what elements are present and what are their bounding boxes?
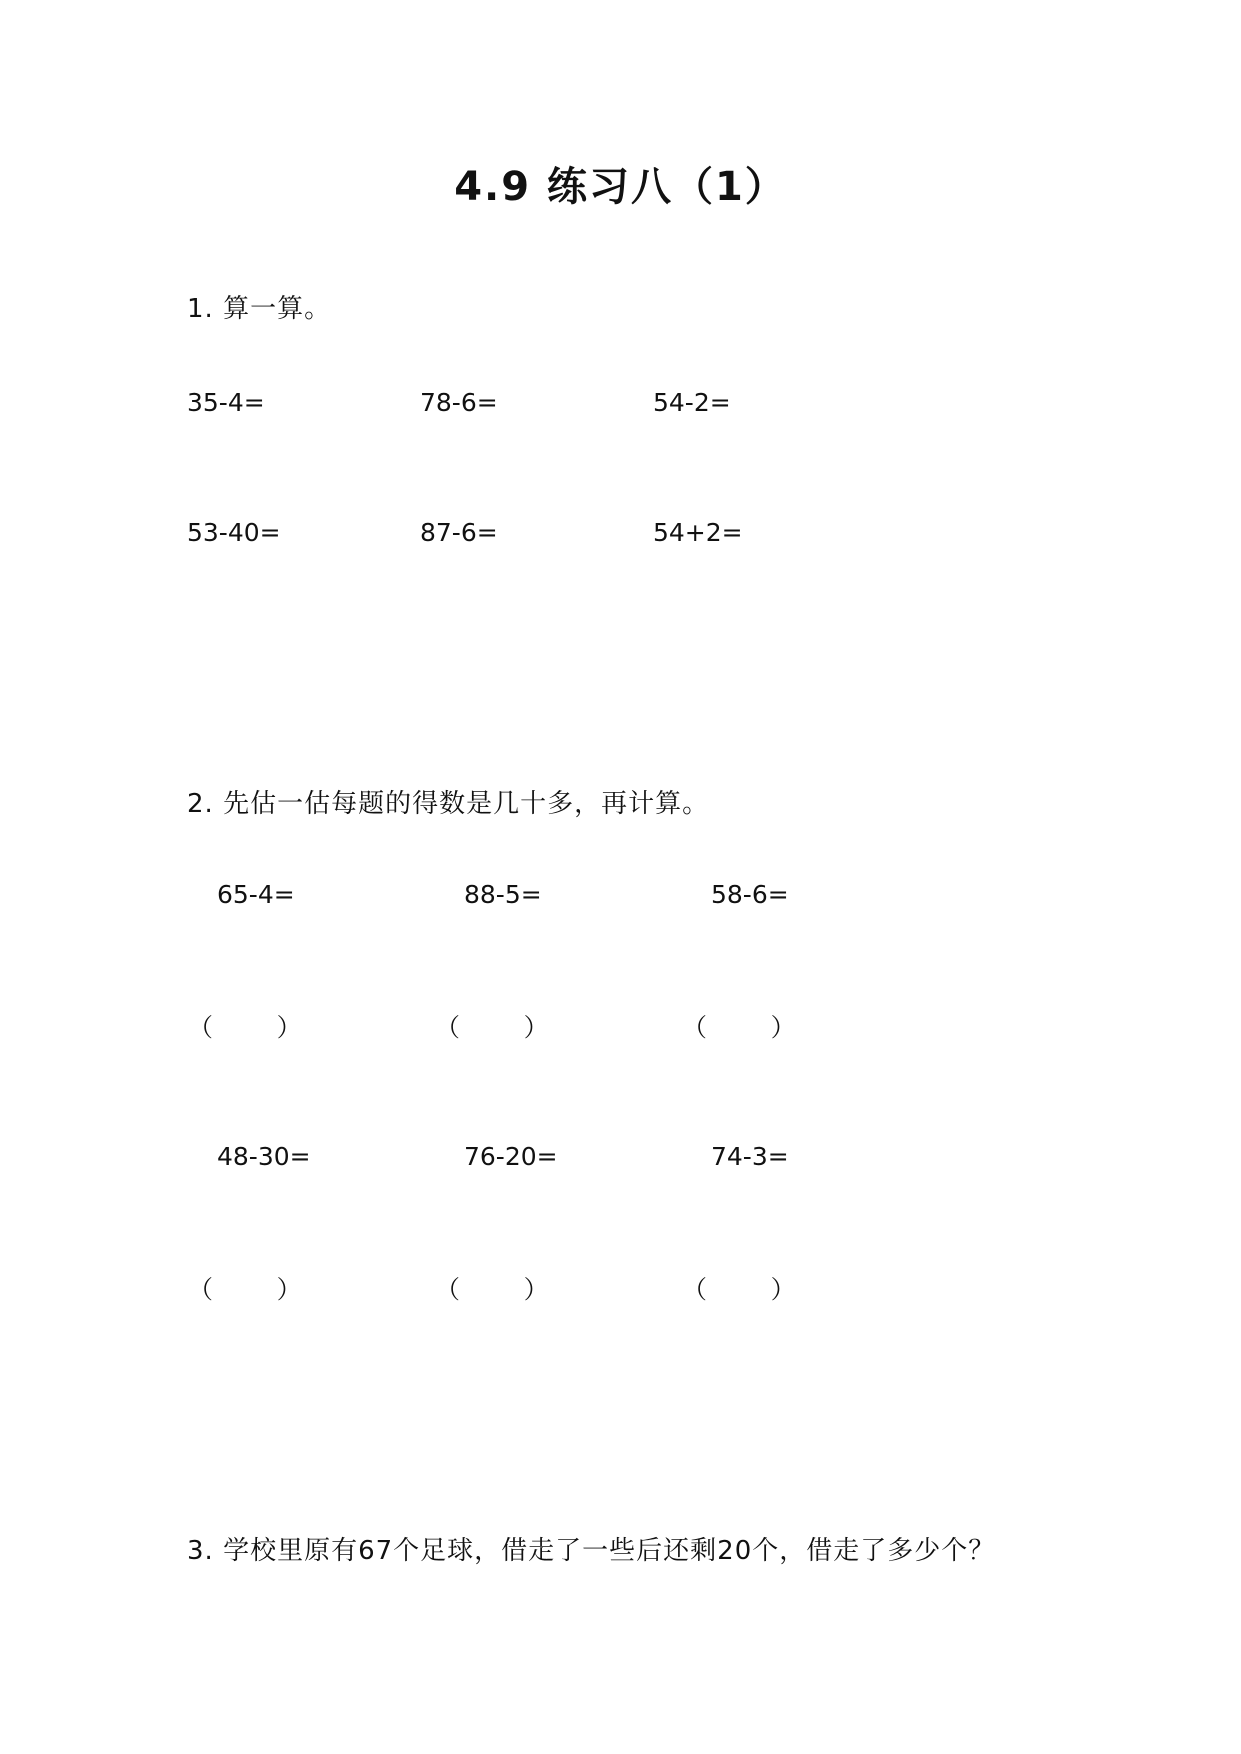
- estimate-answer-blank[interactable]: （ ）: [435, 1275, 549, 1304]
- q1-expression: 53-40=: [187, 518, 281, 547]
- page-title: 4.9 练习八（1）: [454, 164, 787, 210]
- q2-expression: 65-4=: [217, 880, 295, 909]
- q1-expression: 35-4=: [187, 388, 265, 417]
- estimate-answer-blank[interactable]: （ ）: [682, 1275, 796, 1304]
- q2-expression: 58-6=: [711, 880, 789, 909]
- q2-expression: 88-5=: [464, 880, 542, 909]
- q2-expression: 76-20=: [464, 1142, 558, 1171]
- q1-expression: 54+2=: [653, 518, 743, 547]
- estimate-answer-blank[interactable]: （ ）: [435, 1013, 549, 1042]
- estimate-answer-blank[interactable]: （ ）: [682, 1013, 796, 1042]
- question-1-label: 1. 算一算。: [187, 294, 332, 324]
- q2-expression: 48-30=: [217, 1142, 311, 1171]
- q1-expression: 54-2=: [653, 388, 731, 417]
- q1-expression: 78-6=: [420, 388, 498, 417]
- q1-expression: 87-6=: [420, 518, 498, 547]
- question-3-label: 3. 学校里原有67个足球，借走了一些后还剩20个，借走了多少个？: [187, 1536, 996, 1566]
- question-2-label: 2. 先估一估每题的得数是几十多，再计算。: [187, 789, 710, 819]
- estimate-answer-blank[interactable]: （ ）: [188, 1013, 302, 1042]
- estimate-answer-blank[interactable]: （ ）: [188, 1275, 302, 1304]
- q2-expression: 74-3=: [711, 1142, 789, 1171]
